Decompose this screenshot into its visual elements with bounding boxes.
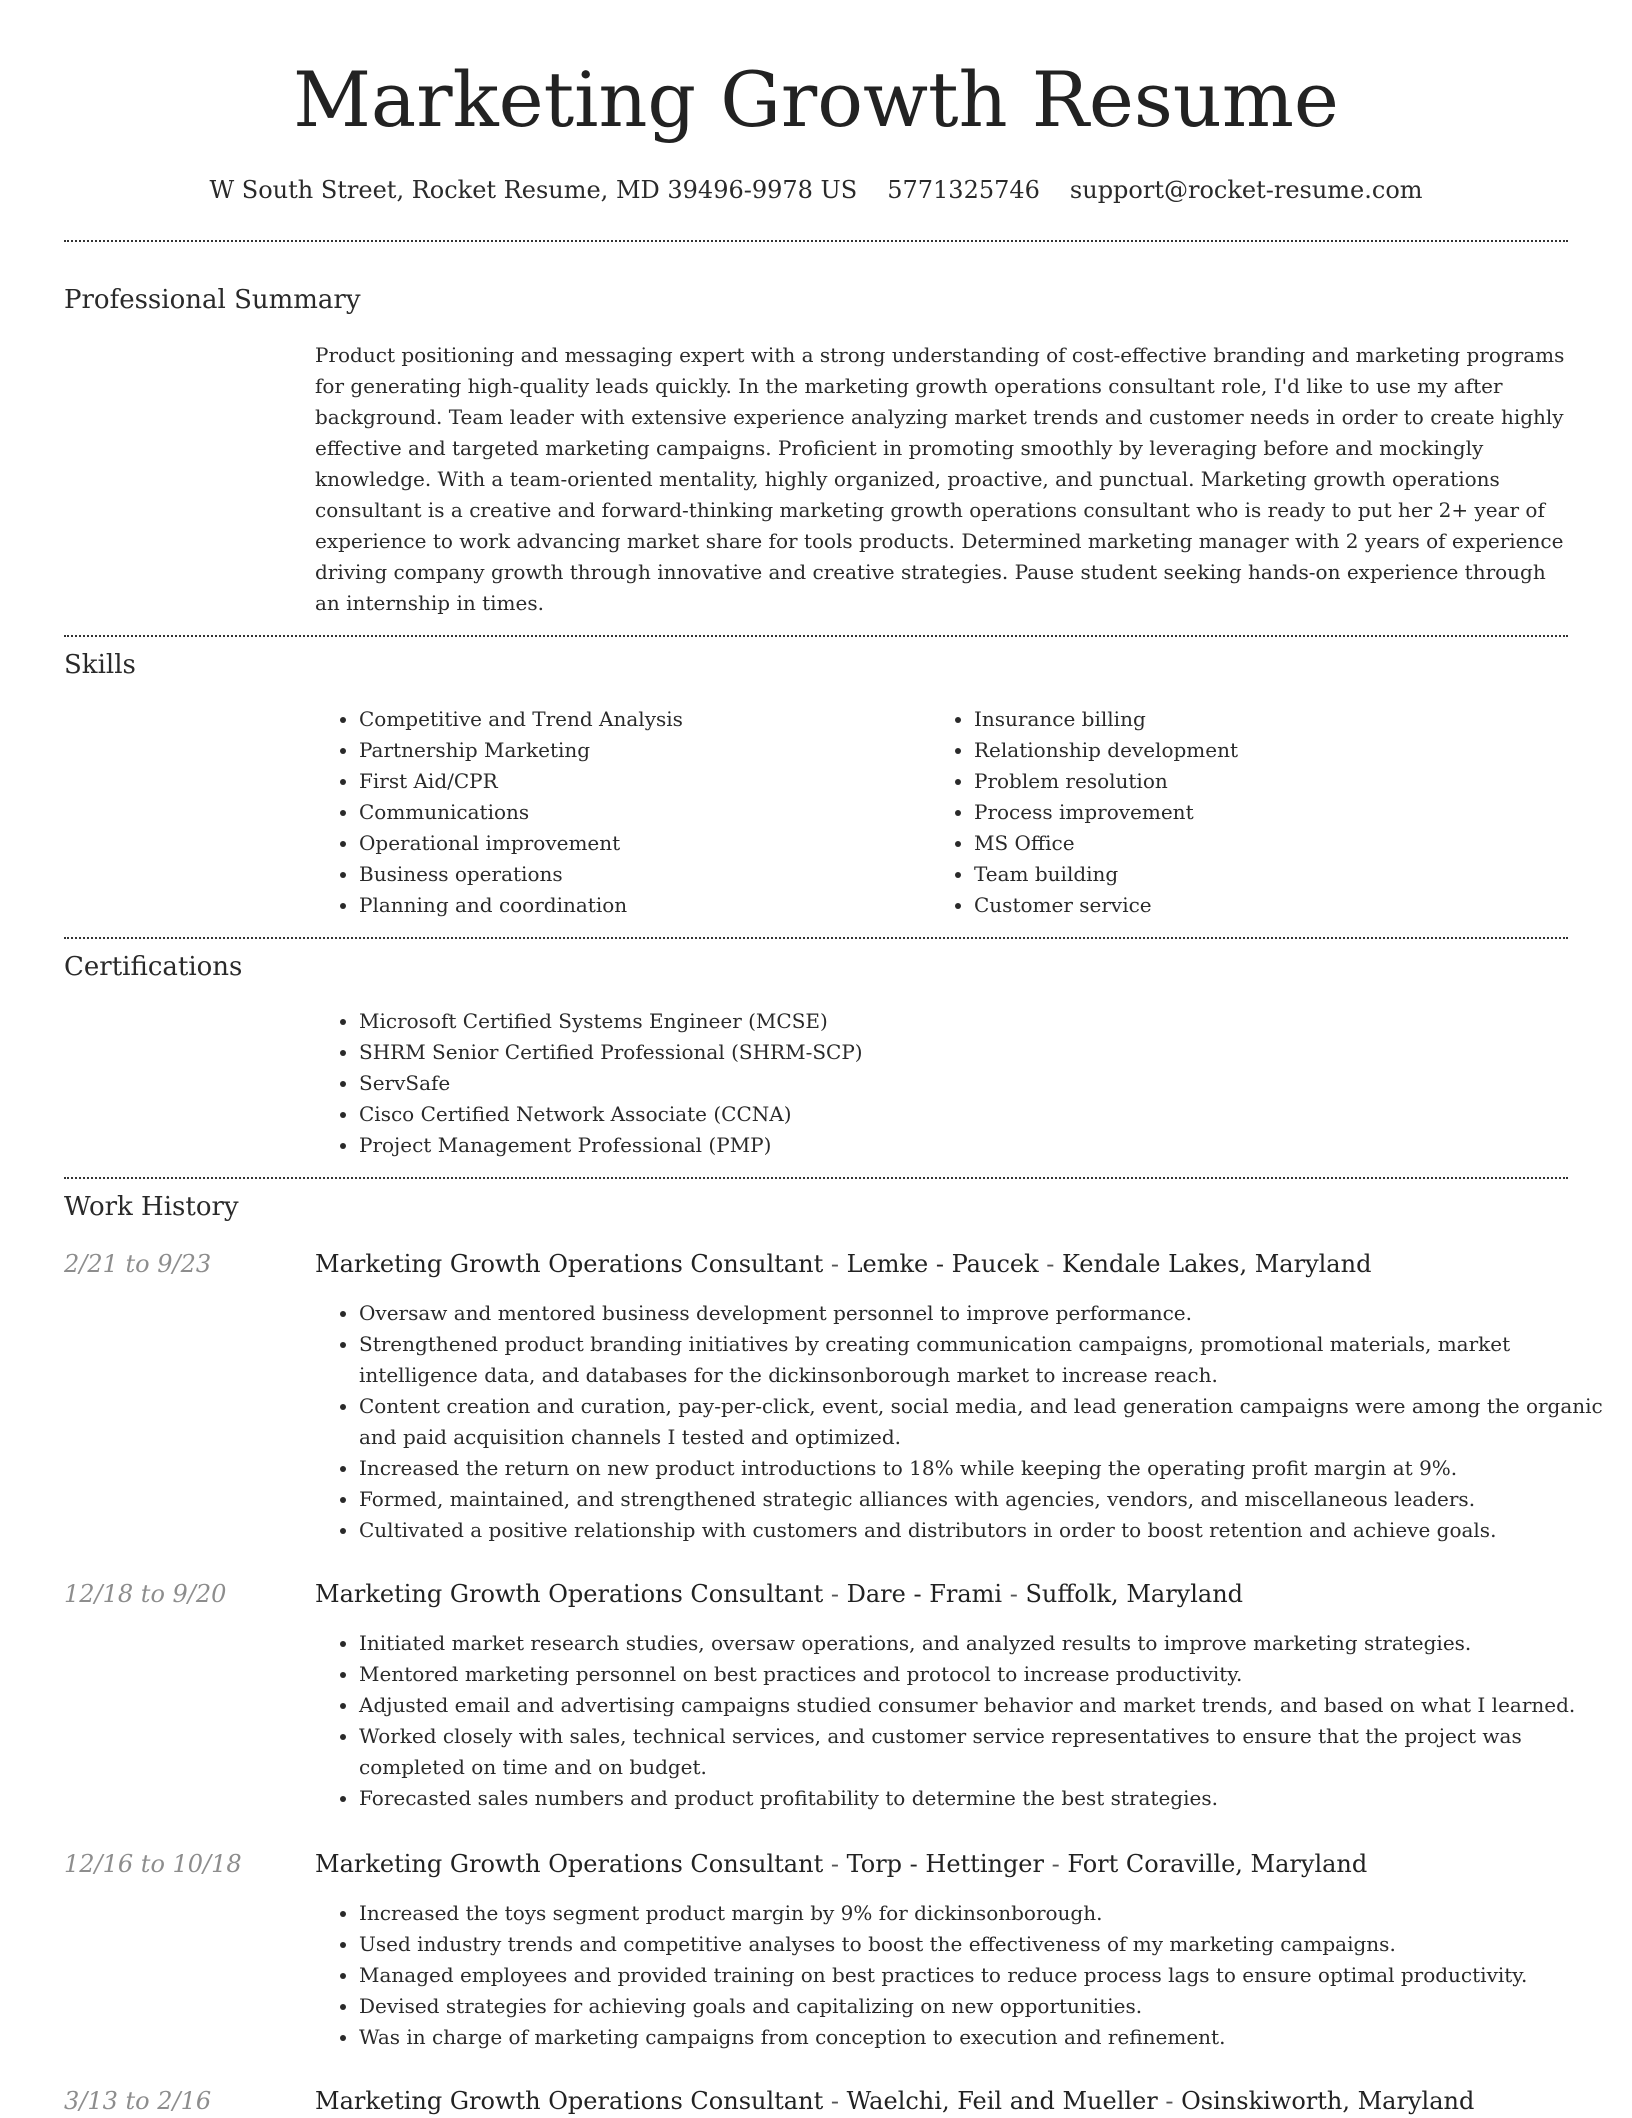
job-location: Kendale Lakes, Maryland	[1062, 1250, 1372, 1278]
job-bullet: • Initiated market research studies, oversaw operations, and analyzed results to improve marketing strategies.	[359, 1628, 1612, 1659]
job-role: Marketing Growth Operations Consultant	[315, 1850, 824, 1878]
skill-item: • Relationship development	[974, 735, 1574, 766]
job-title: Marketing Growth Operations Consultant - Torp - Hettinger - Fort Coraville, Maryland	[315, 1850, 1368, 1878]
skills-list-right	[930, 704, 1574, 921]
skill-item: • Insurance billing	[974, 704, 1574, 735]
job-title: Marketing Growth Operations Consultant - Waelchi, Feil and Mueller - Osinskiworth, Maryland	[315, 2087, 1475, 2115]
skill-item: • Planning and coordination	[359, 890, 939, 921]
skill-item: • MS Office	[974, 828, 1574, 859]
job-role: Marketing Growth Operations Consultant	[315, 1580, 824, 1608]
job-bullet: • Forecasted sales numbers and product profitability to determine the best strategies.	[359, 1783, 1612, 1814]
job-bullet: • Increased the return on new product introductions to 18% while keeping the operating profit margin at 9%.	[359, 1453, 1612, 1484]
job-dates: 12/18 to 9/20	[64, 1580, 227, 1608]
job-company: Lemke - Paucek	[846, 1250, 1039, 1278]
job-dates: 2/21 to 9/23	[64, 1250, 212, 1278]
skill-item: • Team building	[974, 859, 1574, 890]
section-title-summary: Professional Summary	[64, 285, 361, 315]
contact-phone: 5771325746	[887, 176, 1040, 204]
job-bullet: • Mentored marketing personnel on best practices and protocol to increase productivity.	[359, 1659, 1612, 1690]
divider	[64, 1177, 1568, 1179]
section-title-skills: Skills	[64, 650, 136, 680]
certification-item: • Microsoft Certified Systems Engineer (MCSE)	[359, 1006, 1559, 1037]
job-bullet: • Devised strategies for achieving goals and capitalizing on new opportunities.	[359, 1991, 1612, 2022]
job-company: Dare - Frami	[846, 1580, 1003, 1608]
job-bullet: • Was in charge of marketing campaigns from conception to execution and refinement.	[359, 2022, 1612, 2053]
job-dates: 12/16 to 10/18	[64, 1850, 242, 1878]
job-role: Marketing Growth Operations Consultant	[315, 2087, 824, 2115]
job-title: Marketing Growth Operations Consultant - Lemke - Paucek - Kendale Lakes, Maryland	[315, 1250, 1372, 1278]
skill-item: • First Aid/CPR	[359, 766, 939, 797]
skill-item: • Competitive and Trend Analysis	[359, 704, 939, 735]
job-bullet: • Increased the toys segment product margin by 9% for dickinsonborough.	[359, 1898, 1612, 1929]
divider	[64, 937, 1568, 939]
job-bullet: • Content creation and curation, pay-per-click, event, social media, and lead generation campaigns were among the organic and paid acquisition channels I tested and optimized.	[359, 1391, 1612, 1453]
skill-item: • Partnership Marketing	[359, 735, 939, 766]
skill-item: • Business operations	[359, 859, 939, 890]
section-title-certifications: Certifications	[64, 952, 243, 982]
resume-name: Marketing Growth Resume	[293, 55, 1339, 144]
job-role: Marketing Growth Operations Consultant	[315, 1250, 824, 1278]
job-bullets	[315, 1628, 1612, 1814]
summary-text: Product positioning and messaging expert with a strong understanding of cost-effective branding and marketing programs for generating high-quality leads quickly. In the marketing growth operations consultant role, I'd like to use my after background. Team leader with extensive experience analyzing market trends and customer needs in order to create highly effective and targeted marketing campaigns. Proficient in promoting smoothly by leveraging before and mockingly knowledge. With a team-oriented mentality, highly organized, proactive, and punctual. Marketing growth operations consultant is a creative and forward-thinking marketing growth operations consultant who is ready to put her 2+ year of experience to work advancing market share for tools products. Determined marketing manager with 2 years of experience driving company growth through innovative and creative strategies. Pause student seeking hands-on experience through an internship in times.	[315, 343, 1565, 615]
job-company: Torp - Hettinger	[846, 1850, 1044, 1878]
certification-item: • Project Management Professional (PMP)	[359, 1130, 1559, 1161]
job-company: Waelchi, Feil and Mueller	[846, 2087, 1158, 2115]
job-title: Marketing Growth Operations Consultant - Dare - Frami - Suffolk, Maryland	[315, 1580, 1244, 1608]
skill-item: • Process improvement	[974, 797, 1574, 828]
contact-email: support@rocket-resume.com	[1069, 176, 1423, 204]
job-bullet: • Oversaw and mentored business development personnel to improve performance.	[359, 1298, 1612, 1329]
job-dates: 3/13 to 2/16	[64, 2087, 212, 2115]
certification-item: • Cisco Certified Network Associate (CCNA)	[359, 1099, 1559, 1130]
contact-address: W South Street, Rocket Resume, MD 39496-9978 US	[209, 176, 858, 204]
skill-item: • Communications	[359, 797, 939, 828]
certifications-list	[315, 1006, 1559, 1161]
section-title-work-history: Work History	[64, 1192, 239, 1222]
job-bullet: • Cultivated a positive relationship with customers and distributors in order to boost retention and achieve goals.	[359, 1515, 1612, 1546]
certification-item: • SHRM Senior Certified Professional (SHRM-SCP)	[359, 1037, 1559, 1068]
job-bullet: • Formed, maintained, and strengthened strategic alliances with agencies, vendors, and miscellaneous leaders.	[359, 1484, 1612, 1515]
job-bullets	[315, 1898, 1612, 2053]
skill-item: • Problem resolution	[974, 766, 1574, 797]
skill-item: • Customer service	[974, 890, 1574, 921]
certification-item: • ServSafe	[359, 1068, 1559, 1099]
job-location: Fort Coraville, Maryland	[1067, 1850, 1368, 1878]
job-bullet: • Strengthened product branding initiatives by creating communication campaigns, promotional materials, market intelligence data, and databases for the dickinsonborough market to increase reach.	[359, 1329, 1612, 1391]
skill-item: • Operational improvement	[359, 828, 939, 859]
divider	[64, 635, 1568, 637]
job-bullet: • Managed employees and provided training on best practices to reduce process lags to ensure optimal productivity.	[359, 1960, 1612, 1991]
contact-line	[0, 170, 1632, 210]
job-bullets	[315, 1298, 1612, 1546]
divider	[64, 240, 1568, 242]
skills-list-left	[315, 704, 939, 921]
job-location: Suffolk, Maryland	[1025, 1580, 1244, 1608]
job-bullet: • Adjusted email and advertising campaigns studied consumer behavior and market trends, and based on what I learned.	[359, 1690, 1612, 1721]
job-bullet: • Worked closely with sales, technical services, and customer service representatives to ensure that the project was completed on time and on budget.	[359, 1721, 1612, 1783]
job-location: Osinskiworth, Maryland	[1181, 2087, 1475, 2115]
job-bullet: • Used industry trends and competitive analyses to boost the effectiveness of my marketing campaigns.	[359, 1929, 1612, 1960]
